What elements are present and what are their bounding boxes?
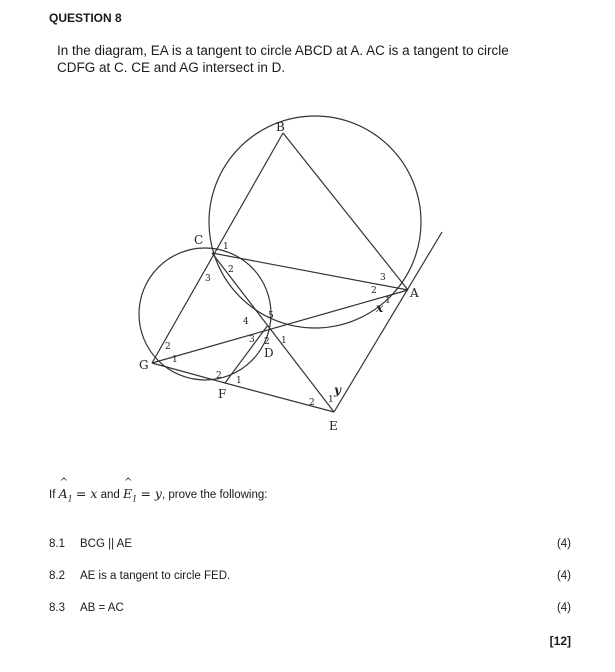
angle-y-label: y [334,383,341,397]
angle-c3: 3 [205,274,211,284]
line-fd [225,325,268,383]
line-gf [152,363,225,383]
angle-a2: 2 [371,286,377,296]
point-g-label: G [139,358,149,372]
angle-g1: 1 [172,355,178,365]
angle-a-symbol: ^ A [59,486,68,501]
part-marks: (4) [556,570,571,582]
part-marks: (4) [556,538,571,550]
angle-a-sub: 1 [67,494,73,504]
geometry-diagram [120,110,460,440]
angle-a3: 3 [380,273,386,283]
line-ba [283,133,408,290]
line-ce [212,253,334,412]
angle-e1: 1 [328,395,334,405]
given-statement [49,486,267,504]
angle-f2: 2 [216,371,222,381]
given-prefix: If [49,489,56,501]
given-eq-x: = x [75,486,98,501]
angle-d5: 5 [268,311,274,321]
question-intro [57,42,537,76]
intro-line-1: In the diagram, EA is a tangent to circle ABCD at A. AC is a tangent to circle [57,43,509,58]
given-suffix: , prove the following: [161,489,268,501]
angle-e-sub: 1 [132,494,138,504]
angle-d4: 4 [243,317,249,327]
angle-d3: 3 [249,335,255,345]
angle-e-symbol: ^ E [123,486,132,501]
point-c-label: C [194,233,204,247]
angle-x-label: x [376,301,384,315]
total-marks: [12] [549,634,571,648]
angle-d1: 1 [281,336,287,346]
line-ca [212,253,408,290]
circle-cdfg [139,248,271,380]
intro-line-2: CDFG at C. CE and AG intersect in D. [57,60,286,75]
part-text: AE is a tangent to circle FED. [80,570,231,582]
angle-d2: 2 [264,337,270,347]
line-fe [225,383,334,412]
part-marks: (4) [556,602,571,614]
point-d-label: D [264,346,274,360]
line-bc-g [152,133,283,363]
angle-a1: 1 [385,296,391,306]
given-and: and [100,489,120,501]
point-a-label: A [410,286,419,300]
part-number: 8.1 [49,538,65,550]
question-heading: QUESTION 8 [49,11,122,25]
point-e-label: E [329,419,338,433]
part-number: 8.3 [49,602,65,614]
angle-g2: 2 [165,342,171,352]
angle-c2: 2 [228,265,234,275]
part-number: 8.2 [49,570,65,582]
given-eq-y: = y [140,486,162,501]
part-text: BCG || AE [80,538,132,550]
angle-c1: 1 [223,242,229,252]
point-b-label: B [276,120,285,134]
part-text: AB = AC [80,602,124,614]
angle-e2: 2 [309,398,315,408]
angle-f1: 1 [236,376,242,386]
point-f-label: F [218,387,227,401]
